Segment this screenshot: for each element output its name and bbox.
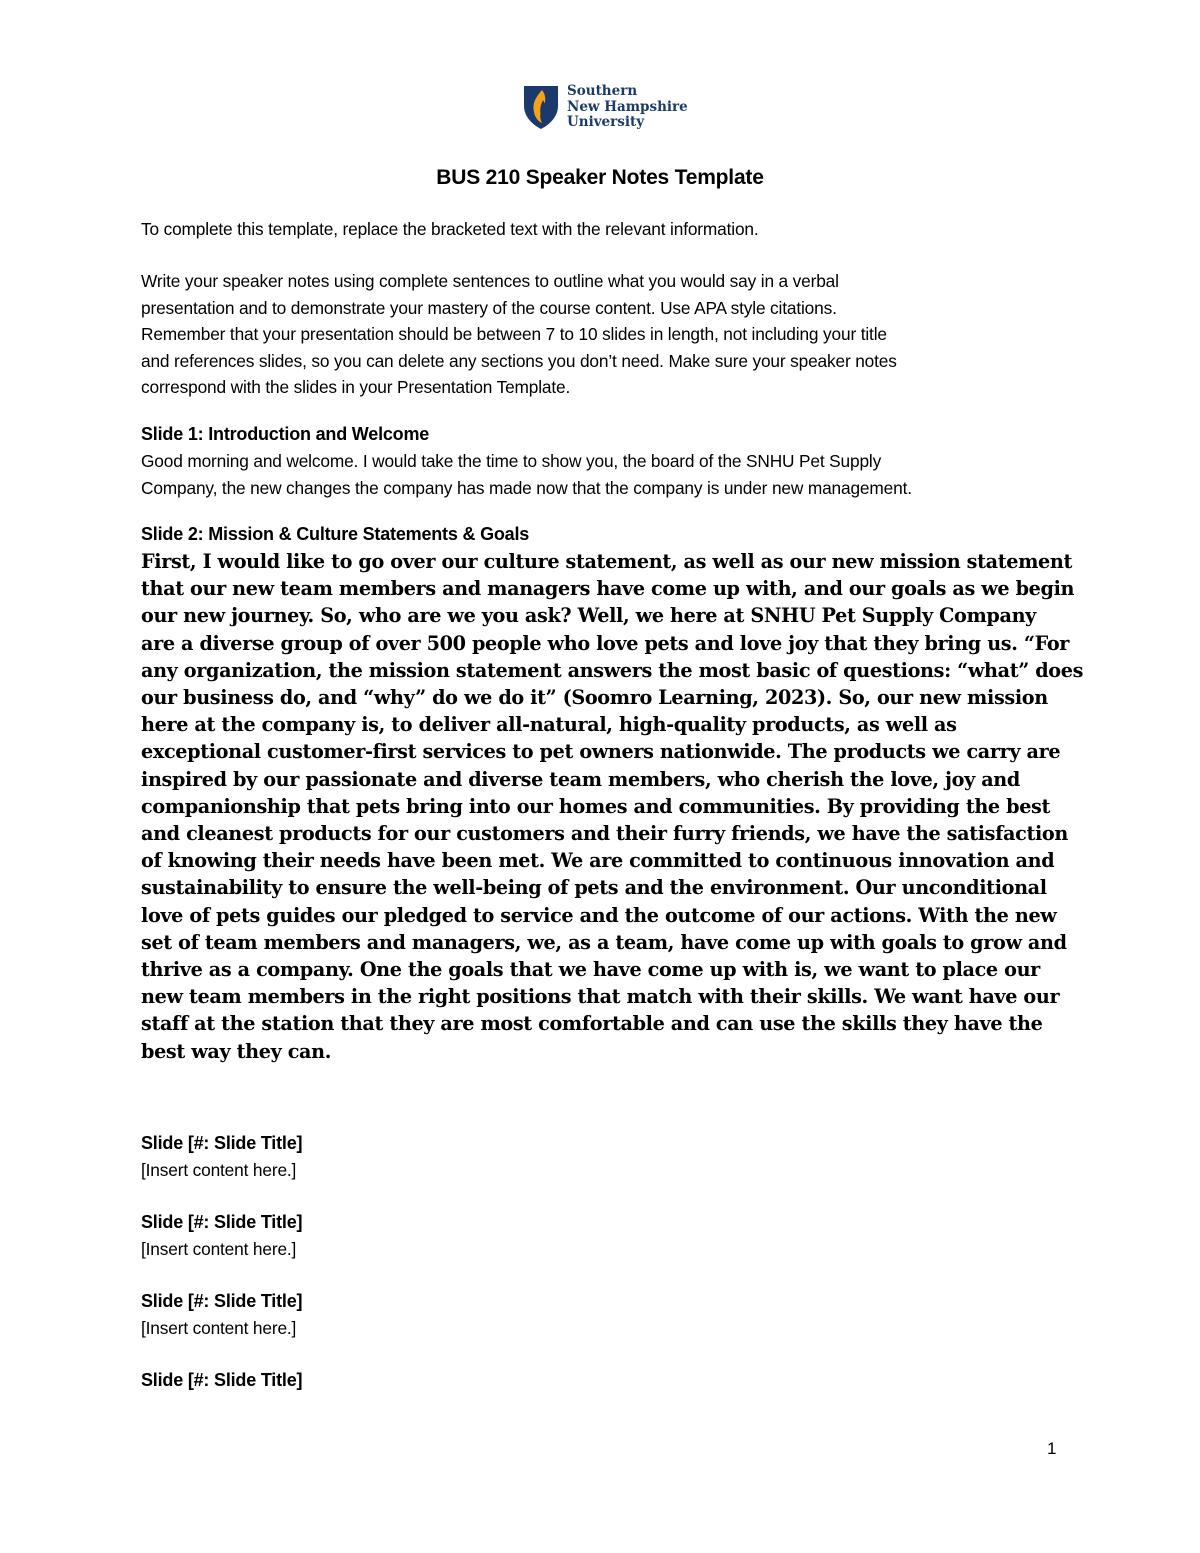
slide-2-notes-line: sustainability to ensure the well-being of pets and the environment. Our unconditional: [141, 876, 1047, 900]
shield-flame-icon: [521, 84, 561, 130]
instructions-line: presentation and to demonstrate your mastery of the course content. Use APA style citations.: [141, 297, 837, 318]
slide-2-notes-line: exceptional customer-first services to pet owners nationwide. The products we carry are: [141, 740, 1061, 764]
slide-3-heading: Slide [#: Slide Title]: [141, 1133, 303, 1153]
snhu-logo: [521, 84, 691, 134]
slide-2-notes-line: inspired by our passionate and diverse team members, who cherish the love, joy and: [141, 767, 1020, 791]
slide-2-notes-line: of knowing their needs have been met. We are committed to continuous innovation and: [141, 849, 1055, 873]
instructions-line: and references slides, so you can delete any sections you don’t need. Make sure your speaker notes: [141, 350, 897, 371]
slide-5-heading: Slide [#: Slide Title]: [141, 1291, 303, 1311]
slide-2-heading: Slide 2: Mission & Culture Statements & Goals: [141, 524, 530, 544]
slide-4-heading: Slide [#: Slide Title]: [141, 1212, 303, 1232]
slide-2-notes-line: our new journey. So, who are we you ask? Well, we here at SNHU Pet Supply Company: [141, 604, 1036, 628]
slide-2-notes-line: new team members in the right positions that match with their skills. We want have our: [141, 985, 1060, 1009]
slide-1-notes-line: Good morning and welcome. I would take the time to show you, the board of the SNHU Pet Supply: [141, 451, 882, 471]
slide-2-notes-line: are a diverse group of over 500 people who love pets and love joy that they bring us. “For: [141, 631, 1070, 655]
slide-1-heading: Slide 1: Introduction and Welcome: [141, 424, 430, 444]
slide-2-notes-line: and cleanest products for our customers and their furry friends, we have the satisfaction: [141, 822, 1068, 846]
slide-2-notes-line: that our new team members and managers have come up with, and our goals as we begin: [141, 577, 1075, 601]
slide-2-notes-line: First, I would like to go over our culture statement, as well as our new mission statement: [141, 550, 1073, 573]
instructions-line: Remember that your presentation should be between 7 to 10 slides in length, not including your title: [141, 324, 887, 344]
slide-1-notes-line: Company, the new changes the company has made now that the company is under new management.: [141, 477, 912, 498]
slide-2-notes-line: thrive as a company. One the goals that we have come up with is, we want to place our: [141, 958, 1040, 982]
instructions-intro: To complete this template, replace the bracketed text with the relevant information.: [141, 219, 759, 239]
logo-wordmark: [567, 84, 688, 131]
slide-2-notes-line: love of pets guides our pledged to service and the outcome of our actions. With the new: [141, 903, 1057, 927]
logo-line-3: University: [567, 114, 645, 130]
logo-line-1: Southern: [567, 83, 638, 99]
slide-2-notes-line: set of team members and managers, we, as a team, have come up with goals to grow and: [141, 930, 1067, 954]
slide-4-content: [Insert content here.]: [141, 1239, 297, 1259]
slide-6-heading: Slide [#: Slide Title]: [141, 1370, 303, 1390]
slide-2-notes-line: best way they can.: [141, 1039, 332, 1063]
logo-line-2: New Hampshire: [567, 98, 688, 115]
instructions-line: correspond with the slides in your Presentation Template.: [141, 377, 571, 397]
slide-5-content: [Insert content here.]: [141, 1318, 297, 1338]
slide-2-notes-line: any organization, the mission statement answers the most basic of questions: “what” does: [141, 658, 1084, 682]
page-number: 1: [1047, 1439, 1057, 1458]
slide-2-notes-line: companionship that pets bring into our homes and communities. By providing the best: [141, 794, 1051, 818]
slide-2-notes-line: here at the company is, to deliver all-natural, high-quality products, as well as: [141, 713, 957, 737]
slide-3-content: [Insert content here.]: [141, 1160, 297, 1180]
instructions-line: Write your speaker notes using complete sentences to outline what you would say in a verbal: [141, 271, 839, 291]
slide-2-notes-line: our business do, and “why” do we do it” (Soomro Learning, 2023). So, our new mission: [141, 686, 1048, 710]
slide-1-notes: [141, 448, 1071, 501]
slide-2-notes: [141, 548, 1084, 1065]
document-title: BUS 210 Speaker Notes Template: [436, 166, 764, 189]
instructions-body: [141, 268, 1071, 401]
slide-2-notes-line: staff at the station that they are most comfortable and can use the skills they have the: [141, 1012, 1043, 1036]
